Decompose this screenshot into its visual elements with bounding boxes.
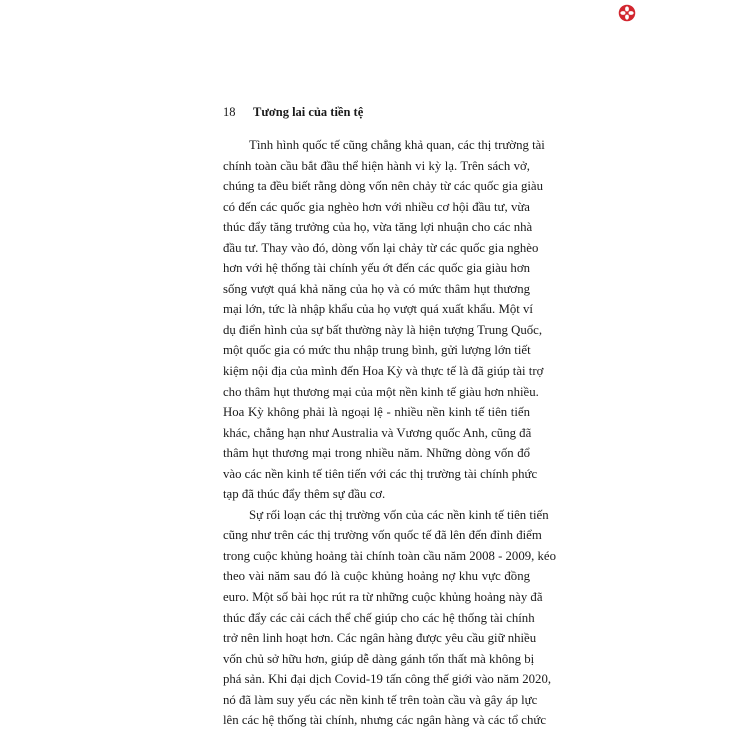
- text-line: một quốc gia có mức thu nhập trung bình, gửi lượng lớn tiết: [223, 343, 531, 358]
- text-line: euro. Một số bài học rút ra từ những cuộc khủng hoảng này đã: [223, 590, 543, 605]
- text-line: chính toàn cầu bắt đầu thể hiện hành vi kỳ lạ. Trên sách vở,: [223, 158, 530, 173]
- text-line: cho thâm hụt thương mại của một nền kinh tế giàu hơn nhiều.: [223, 384, 539, 399]
- text-line: vào các nền kinh tế tiên tiến với các thị trường tài chính phức: [223, 466, 538, 481]
- text-line: đầu tư. Thay vào đó, dòng vốn lại chảy từ các quốc gia nghèo: [223, 240, 539, 255]
- text-line: thâm hụt thương mại trong nhiều năm. Những dòng vốn đổ: [223, 446, 530, 461]
- text-line: mại lớn, tức là nhập khẩu của họ vượt quá xuất khẩu. Một ví: [223, 302, 533, 317]
- text-line: hơn với hệ thống tài chính yếu ớt đến các quốc gia giàu hơn: [223, 261, 530, 276]
- text-line: theo vài năm sau đó là cuộc khủng hoảng nợ khu vực đồng: [223, 569, 530, 584]
- text-line: phá sản. Khi đại dịch Covid-19 tấn công thế giới vào năm 2020,: [223, 672, 552, 687]
- text-line: thúc đẩy tăng trưởng của họ, vừa tăng lợi nhuận cho các nhà: [223, 220, 533, 235]
- text-line: cũng như trên các thị trường vốn quốc tế đã lên đến đỉnh điểm: [223, 528, 542, 543]
- text-line: Sự rối loạn các thị trường vốn của các nền kinh tế tiên tiến: [249, 507, 549, 522]
- paragraph: [223, 505, 556, 731]
- text-line: trong cuộc khủng hoảng tài chính toàn cầu năm 2008 - 2009, kéo: [223, 548, 556, 563]
- text-line: dụ điển hình của sự bất thường này là hiện tượng Trung Quốc,: [223, 322, 543, 337]
- body-text: [223, 135, 556, 731]
- text-line: lên các hệ thống tài chính, nhưng các ngân hàng và các tổ chức: [223, 713, 546, 728]
- text-line: Hoa Kỳ không phải là ngoại lệ - nhiều nền kinh tế tiên tiến: [223, 405, 530, 420]
- text-line: nó đã làm suy yếu các nền kinh tế trên toàn cầu và gây áp lực: [223, 692, 538, 707]
- text-line: có đến các quốc gia nghèo hơn với nhiều cơ hội đầu tư, vừa: [223, 199, 530, 214]
- running-head: [223, 104, 363, 120]
- text-line: sống vượt quá khả năng của họ và có mức thâm hụt thương: [223, 281, 530, 296]
- book-title: Tương lai của tiền tệ: [253, 105, 364, 119]
- text-line: vốn chủ sở hữu hơn, giúp dễ dàng gánh tổn thất mà không bị: [223, 651, 535, 666]
- page-number: 18: [223, 105, 236, 119]
- text-line: tạp đã thúc đẩy thêm sự đầu cơ.: [223, 487, 386, 502]
- text-line: khác, chẳng hạn như Australia và Vương quốc Anh, cũng đã: [223, 425, 532, 440]
- text-line: chúng ta đều biết rằng dòng vốn nên chảy từ các quốc gia giàu: [223, 179, 543, 194]
- text-line: trở nên linh hoạt hơn. Các ngân hàng được yêu cầu giữ nhiều: [223, 631, 537, 646]
- text-line: thúc đẩy các cải cách thể chế giúp cho các hệ thống tài chính: [223, 610, 535, 625]
- paragraph: [223, 135, 545, 505]
- publisher-logo-icon: [618, 4, 636, 22]
- text-line: Tình hình quốc tế cũng chẳng khả quan, các thị trường tài: [249, 138, 545, 152]
- text-line: kiệm nội địa của mình đến Hoa Kỳ và thực tế là đã giúp tài trợ: [223, 364, 544, 379]
